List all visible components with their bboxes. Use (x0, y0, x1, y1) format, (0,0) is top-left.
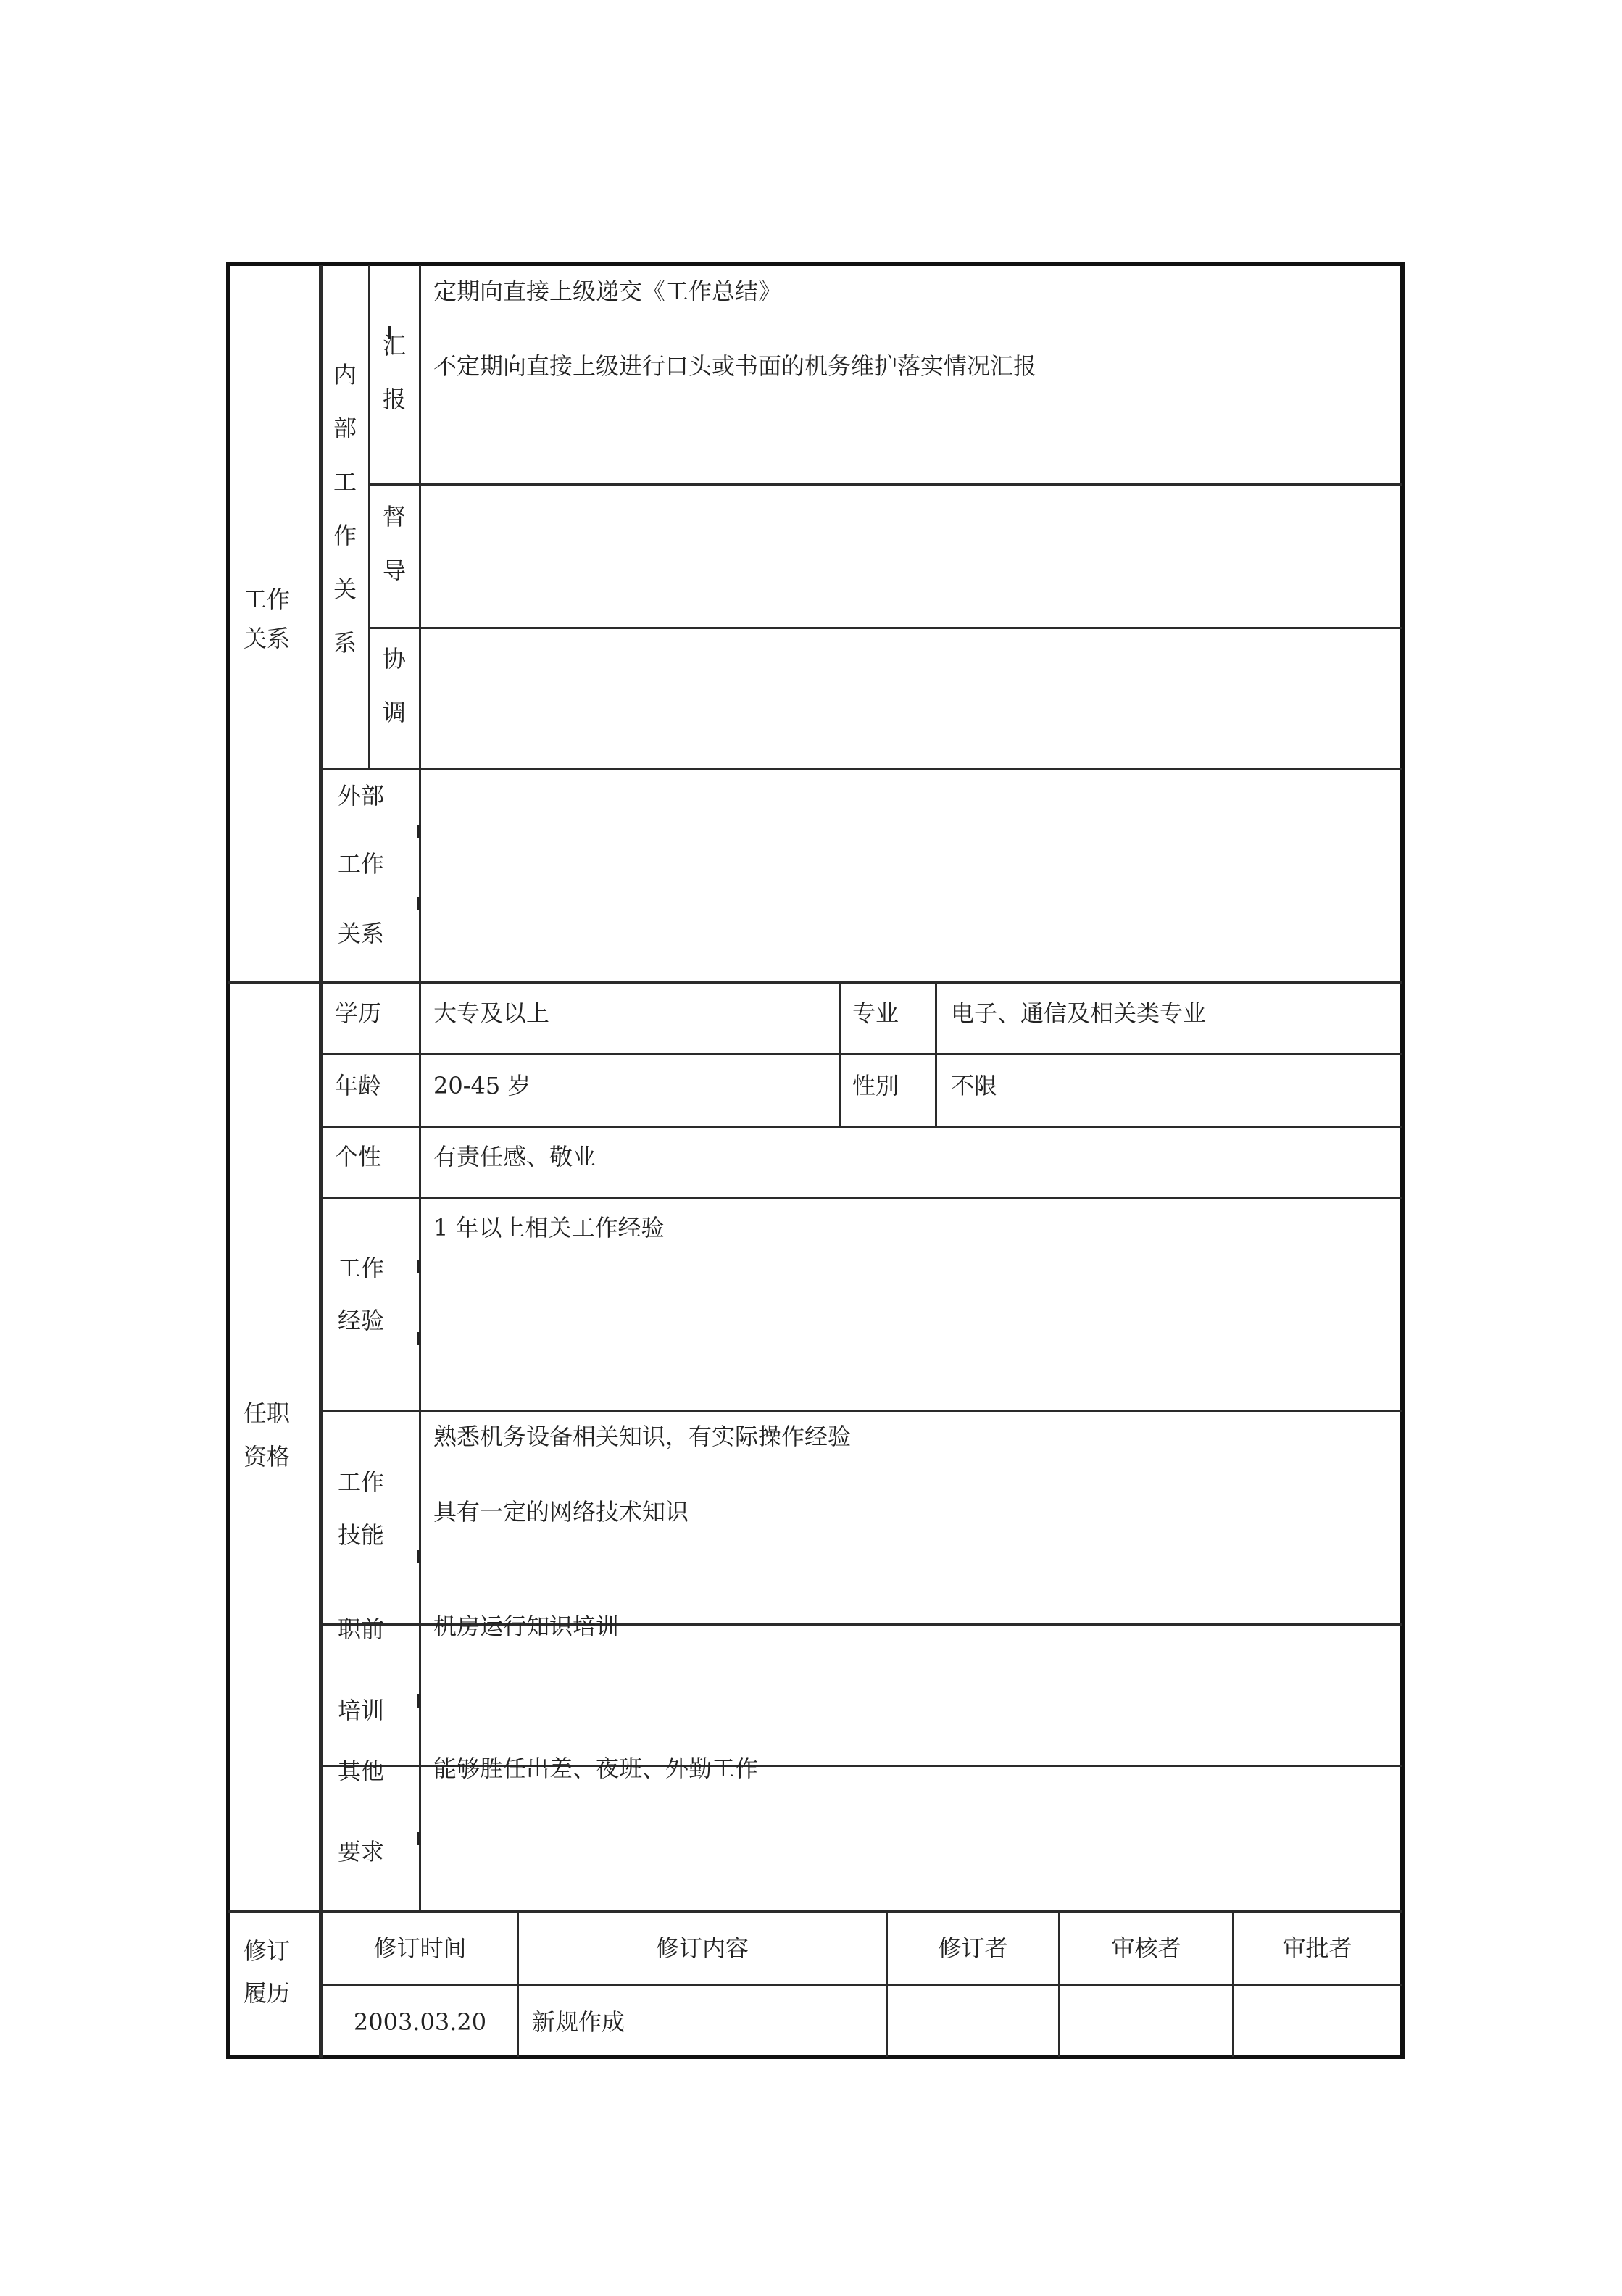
age-value: 20-45 岁 (433, 1072, 531, 1099)
scan-mark (417, 1832, 420, 1845)
skills-label-1: 工作 (338, 1468, 385, 1496)
line-section-break-2 (228, 1910, 1402, 1913)
line-after-education (321, 1053, 1402, 1055)
other-label-1: 其他 (338, 1758, 385, 1785)
age-label: 年龄 (335, 1072, 382, 1099)
scan-mark (417, 1550, 420, 1563)
supervise-label: 督导 (382, 503, 406, 584)
revision-header-checker: 审核者 (1111, 1934, 1181, 1962)
divider-section-col (319, 265, 323, 2058)
line-after-personality (321, 1197, 1402, 1199)
divider-sub-col (419, 265, 421, 982)
outer-border-left (226, 262, 230, 2059)
report-label: 汇报 (382, 332, 406, 413)
line-after-supervise (368, 627, 1402, 629)
revision-row-content: 新规作成 (532, 2008, 625, 2036)
section-label-work-relations: 工作关系 (244, 586, 291, 652)
education-label: 学历 (335, 999, 382, 1027)
internal-relations-label: 内部工作关系 (333, 361, 357, 657)
scan-mark (417, 1332, 420, 1345)
report-line-2: 不定期向直接上级进行口头或书面的机务维护落实情况汇报 (433, 352, 1037, 380)
revision-header-content: 修订内容 (655, 1934, 749, 1962)
line-after-report (368, 483, 1402, 486)
outer-border-bottom (226, 2055, 1405, 2059)
gender-label: 性别 (852, 1072, 899, 1099)
divider-label-col (419, 982, 421, 1912)
training-label-1: 职前 (338, 1615, 385, 1643)
revision-header-reviser: 修订者 (938, 1934, 1008, 1962)
external-label-1: 外部 (338, 782, 385, 810)
major-value: 电子、通信及相关类专业 (951, 999, 1207, 1027)
revision-row-date: 2003.03.20 (353, 2008, 487, 2036)
line-section-break-1 (228, 981, 1402, 984)
external-label-2: 工作 (338, 850, 385, 878)
scan-mark (417, 825, 420, 838)
external-label-3: 关系 (338, 920, 385, 947)
outer-border-top (226, 262, 1405, 266)
report-line-1: 定期向直接上级递交《工作总结》 (433, 278, 782, 305)
revision-header-time: 修订时间 (373, 1934, 467, 1962)
skills-label-2: 技能 (338, 1521, 385, 1549)
line-revision-header (321, 1984, 1402, 1986)
other-value: 能够胜任出差、夜班、外勤工作 (433, 1755, 759, 1782)
training-label-2: 培训 (338, 1697, 385, 1724)
major-label: 专业 (852, 999, 899, 1027)
scan-mark (417, 897, 420, 910)
education-value: 大专及以上 (433, 999, 550, 1027)
revision-section-label-2: 履历 (244, 1979, 291, 2007)
experience-value: 1 年以上相关工作经验 (433, 1214, 665, 1241)
line-after-coordinate (321, 768, 1402, 770)
coordinate-label: 协调 (382, 645, 406, 726)
divider-internal-col (368, 265, 370, 768)
skills-line-1: 熟悉机务设备相关知识，有实际操作经验 (433, 1423, 852, 1450)
line-after-experience (321, 1410, 1402, 1412)
gender-value: 不限 (951, 1072, 998, 1099)
revision-header-approver: 审批者 (1282, 1934, 1352, 1962)
line-after-age (321, 1126, 1402, 1128)
personality-label: 个性 (335, 1143, 382, 1170)
experience-label-1: 工作 (338, 1255, 385, 1282)
scan-mark (417, 1260, 420, 1273)
personality-value: 有责任感、敬业 (433, 1143, 596, 1170)
section-label-qualifications: 任职资格 (244, 1399, 291, 1471)
training-value: 机房运行知识培训 (433, 1613, 620, 1640)
other-label-2: 要求 (338, 1838, 385, 1865)
scan-mark (417, 1694, 420, 1708)
outer-border-right (1400, 262, 1405, 2059)
revision-section-label-1: 修订 (244, 1937, 291, 1965)
experience-label-2: 经验 (338, 1307, 385, 1334)
skills-line-2: 具有一定的网络技术知识 (433, 1498, 689, 1526)
